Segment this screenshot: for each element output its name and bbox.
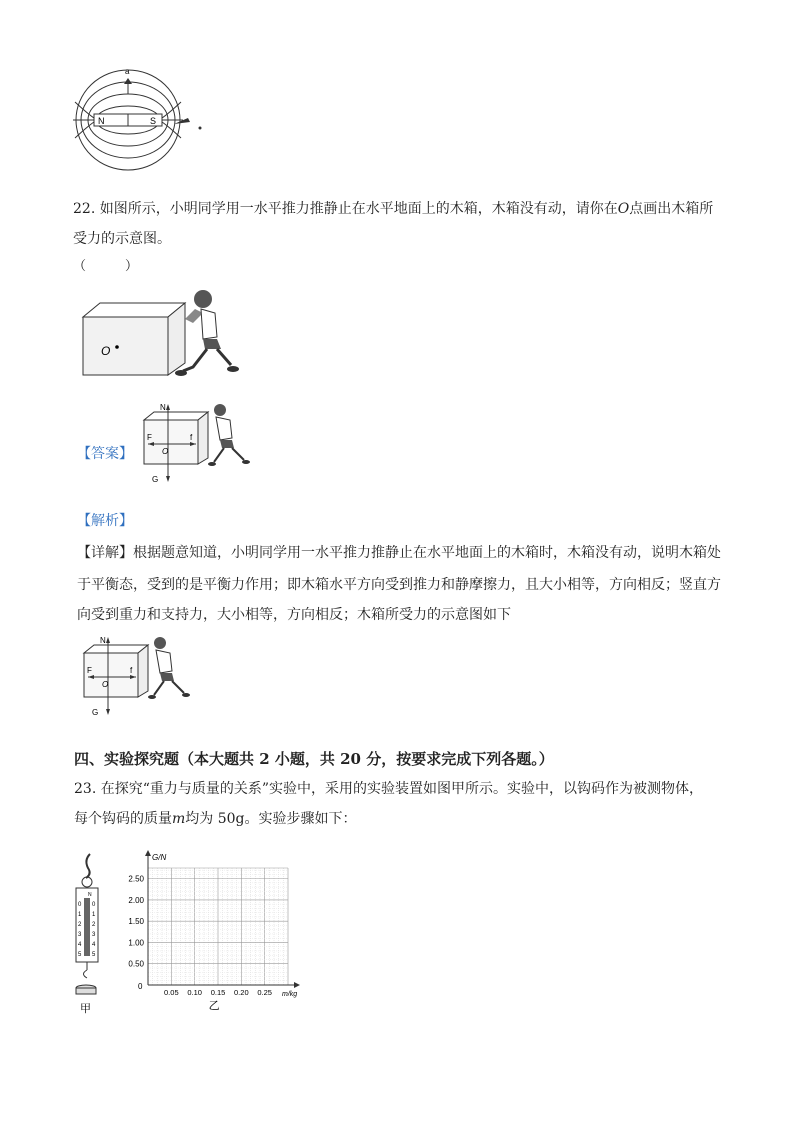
point-o: O: [617, 201, 630, 217]
q22-line1: [73, 200, 713, 218]
y-tick-label: 2.50: [128, 874, 144, 884]
scale-number-right: 3: [92, 932, 96, 938]
chart-caption: 乙: [208, 1000, 220, 1012]
scale-number-right: 0: [92, 902, 96, 908]
y-tick-label: 1.50: [128, 917, 144, 927]
g-m-chart: [118, 850, 303, 1030]
magnet-a-label: a: [125, 67, 130, 76]
scale-number-left: 1: [78, 912, 82, 918]
q23-text-pre: 每个钩码的质量: [74, 811, 172, 827]
mass-m: m: [172, 811, 186, 827]
force-g-2: G: [92, 708, 99, 717]
force-f-right-2: f: [130, 666, 133, 675]
x-axis-arrow: [294, 982, 300, 988]
answer-force-diagram: [138, 400, 263, 485]
spring-scale-figure: [70, 850, 115, 1020]
analysis-label: 【解析】: [77, 513, 133, 529]
scale-number-right: 1: [92, 912, 96, 918]
force-n-2: N: [100, 636, 106, 645]
scale-number-left: 2: [78, 922, 82, 928]
origin-label: 0: [138, 982, 143, 991]
force-o: O: [162, 447, 169, 456]
box-o-label: O: [101, 344, 111, 358]
scale-number-left: 3: [78, 932, 82, 938]
magnet-n-label: N: [98, 116, 105, 126]
force-g: G: [152, 475, 159, 484]
q23-line1: 23. 在探究“重力与质量的关系”实验中，采用的实验装置如图甲所示。实验中，以钩码作为被测物体，: [74, 781, 704, 797]
scale-number-left: 4: [78, 942, 82, 948]
scale-number-right: 4: [92, 942, 96, 948]
answer-blank: （ ）: [73, 259, 139, 274]
answer-label: 【答案】: [77, 446, 133, 462]
q23-line2: [74, 810, 357, 828]
x-tick-label: 0.25: [257, 988, 272, 997]
q22-line2: 受力的示意图。: [73, 231, 171, 247]
scale-label-jia: 甲: [80, 1003, 91, 1015]
scale-number-right: 2: [92, 922, 96, 928]
y-tick-label: 0.50: [128, 959, 144, 969]
scale-unit: N: [88, 892, 92, 898]
detail-line3: 向受到重力和支持力，大小相等，方向相反；木箱所受力的示意图如下: [77, 607, 511, 623]
x-tick-label: 0.20: [234, 988, 249, 997]
x-tick-label: 0.05: [164, 988, 179, 997]
force-f-left: F: [147, 433, 152, 442]
q22-text: 22. 如图所示，小明同学用一水平推力推静止在水平地面上的木箱，木箱没有动，请你在: [73, 201, 618, 217]
section4-title: 四、实验探究题（本大题共 2 小题，共 20 分，按要求完成下列各题。）: [74, 750, 554, 768]
force-f-right: f: [190, 433, 193, 442]
scale-number-left: 0: [78, 902, 82, 908]
box-push-figure: [75, 283, 250, 383]
x-tick-label: 0.10: [187, 988, 202, 997]
x-tick-label: 0.15: [210, 988, 226, 997]
analysis-force-diagram: [78, 633, 203, 718]
magnet-s-label: S: [150, 116, 157, 126]
scale-number-right: 5: [92, 952, 96, 958]
y-tick-label: 1.00: [128, 938, 144, 948]
force-o-2: O: [102, 680, 109, 689]
scale-number-left: 5: [78, 952, 82, 958]
y-tick-label: 2.00: [128, 895, 144, 905]
magnet-field-figure: [70, 62, 220, 182]
q23-text-post: 均为 50g。实验步骤如下：: [185, 811, 357, 827]
detail-line1: 【详解】根据题意知道，小明同学用一水平推力推静止在水平地面上的木箱时，木箱没有动，说明木箱处: [77, 545, 721, 561]
detail-line2: 于平衡态，受到的是平衡力作用；即木箱水平方向受到推力和静摩擦力，且大小相等，方向相反；竖直方: [77, 577, 721, 593]
y-axis-label: G/N: [152, 853, 167, 862]
q22-text-end: 点画出木箱所: [629, 201, 714, 217]
x-axis-label: m/kg: [282, 991, 298, 998]
y-axis-arrow: [145, 850, 151, 856]
force-f-left-2: F: [87, 666, 92, 675]
force-n: N: [160, 403, 166, 412]
